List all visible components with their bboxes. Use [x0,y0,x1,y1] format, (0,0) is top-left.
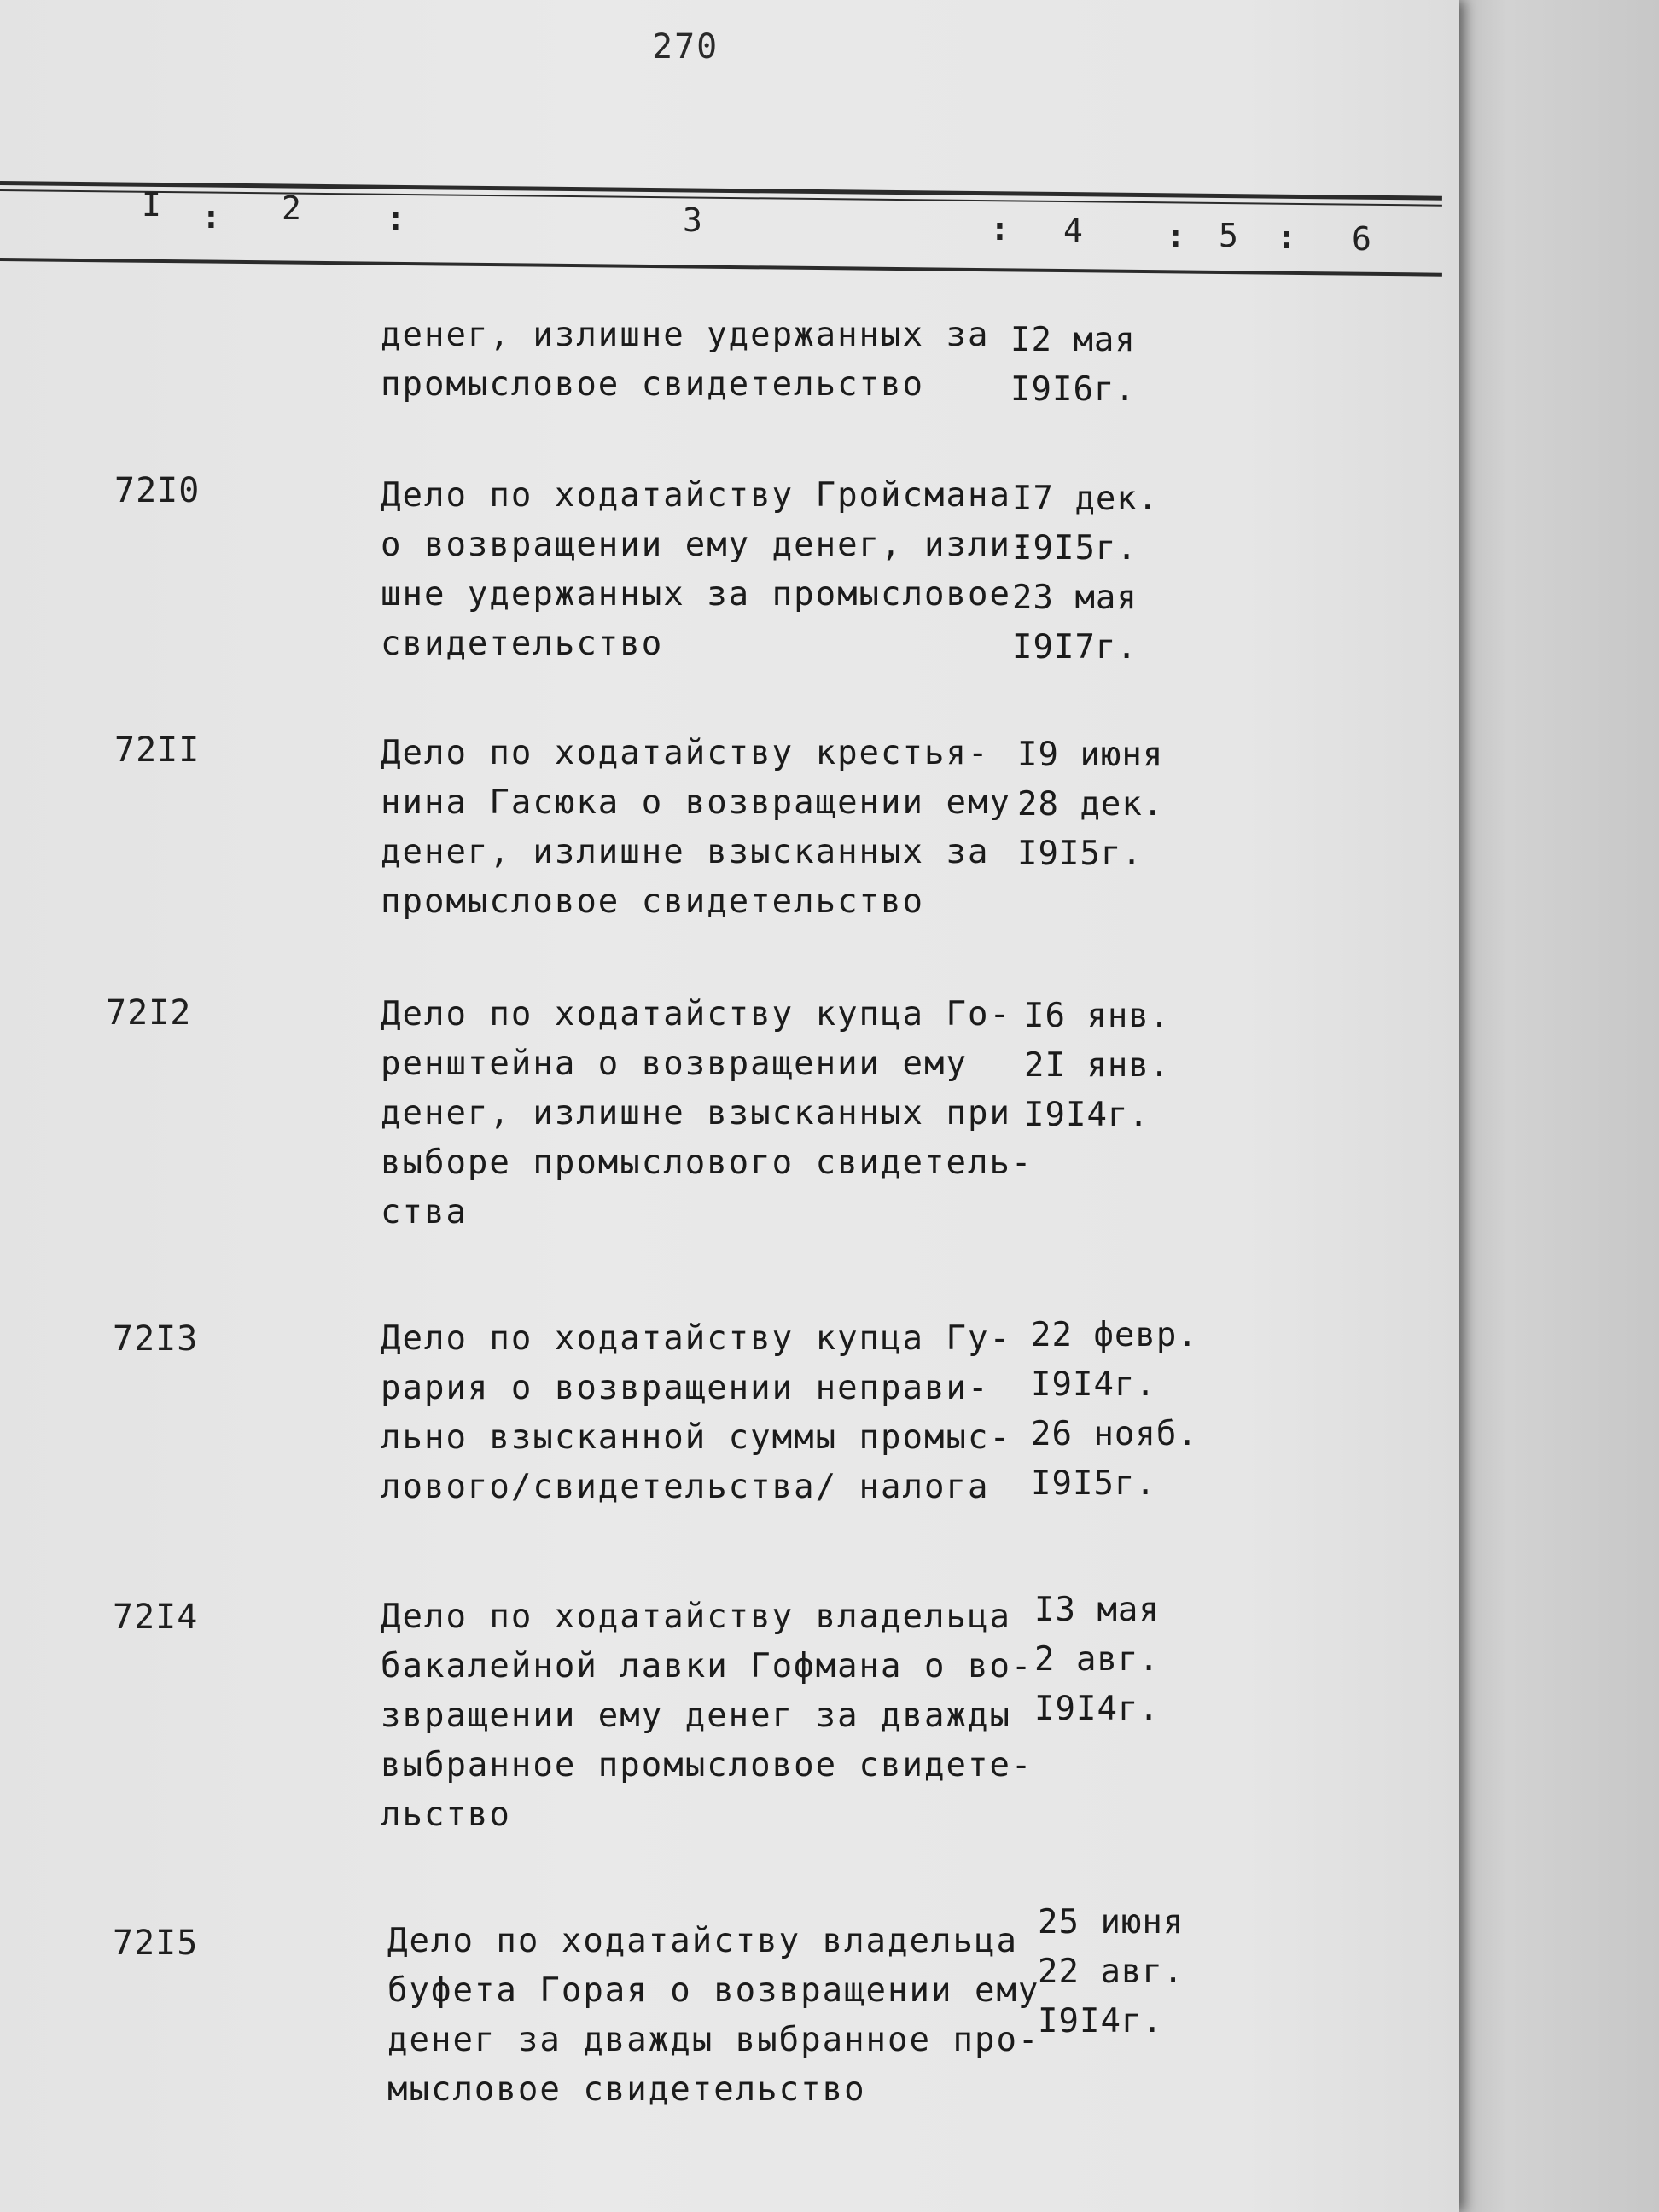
description-line: ренштейна о возвращении ему [381,1045,968,1083]
column-header-5: 5 [1219,217,1238,254]
column-header-2: 2 [282,189,301,227]
page-number: 270 [652,27,719,67]
column-separator: : [990,210,1010,247]
description-line: выборе промыслового свидетель- [381,1144,1033,1182]
date-line: I2 мая [1010,321,1136,359]
entry-dates [1017,731,1222,879]
column-separator: : [201,198,221,236]
description-line: промысловое свидетельство [381,365,924,404]
date-line: I9I4г. [1031,1365,1156,1404]
date-line: 23 мая [1012,579,1138,617]
column-header-1: I [142,186,161,224]
description-line: Дело по ходатайству купца Гу- [381,1319,1011,1358]
entry-id: 72II [114,731,201,770]
entry-description [387,1917,1040,2115]
entry-id: 72I0 [114,471,201,510]
description-line: Дело по ходатайству крестья- [381,734,990,772]
entry-description [381,729,1029,927]
description-line: льно взысканной суммы промыс- [381,1418,1011,1457]
date-line: I7 дек. [1012,480,1159,518]
date-line: I9I4г. [1038,2002,1163,2040]
description-line: Дело по ходатайству купца Го- [381,995,1011,1033]
date-line: I9 июня [1017,736,1164,774]
date-line: I3 мая [1034,1591,1160,1629]
date-line: 2 авг. [1034,1640,1160,1679]
entry-dates [1024,992,1229,1140]
date-line: 25 июня [1038,1903,1185,1941]
description-line: свидетельство [381,625,664,663]
entry-dates [1031,1311,1236,1509]
entry-dates [1010,316,1215,415]
description-line: ства [381,1193,468,1231]
entry-id: 72I5 [113,1924,199,1963]
description-line: денег, излишне взысканных за [381,833,990,871]
description-line: бакалейной лавки Гофмана о во- [381,1647,1033,1685]
column-separator: : [1277,218,1296,256]
date-line: 22 авг. [1038,1953,1185,1991]
date-line: I9I4г. [1034,1690,1160,1728]
date-line: 2I янв. [1024,1046,1171,1085]
description-line: звращении ему денег за дважды [381,1697,1011,1735]
entry-description [381,311,1029,410]
description-line: денег за дважды выбранное про- [387,2021,1040,2059]
date-line: I9I7г. [1012,628,1138,667]
description-line: нина Гасюка о возвращении ему [381,783,1011,822]
description-line: лового/свидетельства/ налога [381,1468,990,1506]
description-line: Дело по ходатайству владельца [387,1922,1018,1960]
entry-dates [1034,1586,1239,1734]
entry-dates [1012,474,1217,672]
entry-id: 72I4 [113,1598,199,1637]
entry-description [381,1592,1033,1840]
date-line: 22 февр. [1031,1316,1198,1354]
description-line: шне удержанных за промысловое [381,575,1011,614]
entry-id: 72I3 [113,1319,199,1359]
date-line: I9I5г. [1017,835,1143,873]
date-line: I9I5г. [1012,529,1138,568]
entry-description [381,990,1033,1237]
column-header-3: 3 [683,201,702,239]
column-separator: : [1166,217,1185,254]
date-line: I9I5г. [1031,1464,1156,1503]
underlying-sheet [1442,0,1659,2212]
description-line: льство [381,1796,511,1834]
entry-dates [1038,1898,1243,2046]
description-line: выбранное промысловое свидете- [381,1746,1033,1784]
column-separator: : [386,200,405,237]
date-line: I9I4г. [1024,1096,1150,1134]
date-line: 26 нояб. [1031,1415,1198,1453]
entry-description [381,471,1033,669]
description-line: денег, излишне взысканных при [381,1094,1011,1132]
column-header-4: 4 [1063,212,1083,249]
description-line: промысловое свидетельство [381,882,924,921]
description-line: денег, излишне удержанных за [381,316,990,354]
entry-description [381,1314,1029,1512]
date-line: I9I6г. [1010,370,1136,409]
description-line: мысловое свидетельство [387,2070,866,2109]
description-line: буфета Горая о возвращении ему [387,1971,1040,2010]
date-line: 28 дек. [1017,785,1164,824]
entry-id: 72I2 [106,993,192,1033]
description-line: Дело по ходатайству Гройсмана [381,476,1011,515]
description-line: Дело по ходатайству владельца [381,1598,1011,1636]
description-line: рария о возвращении неправи- [381,1369,990,1407]
date-line: I6 янв. [1024,997,1171,1035]
description-line: о возвращении ему денег, изли- [381,526,1033,564]
column-header-6: 6 [1352,220,1371,258]
header-rule-bottom [0,258,1442,276]
